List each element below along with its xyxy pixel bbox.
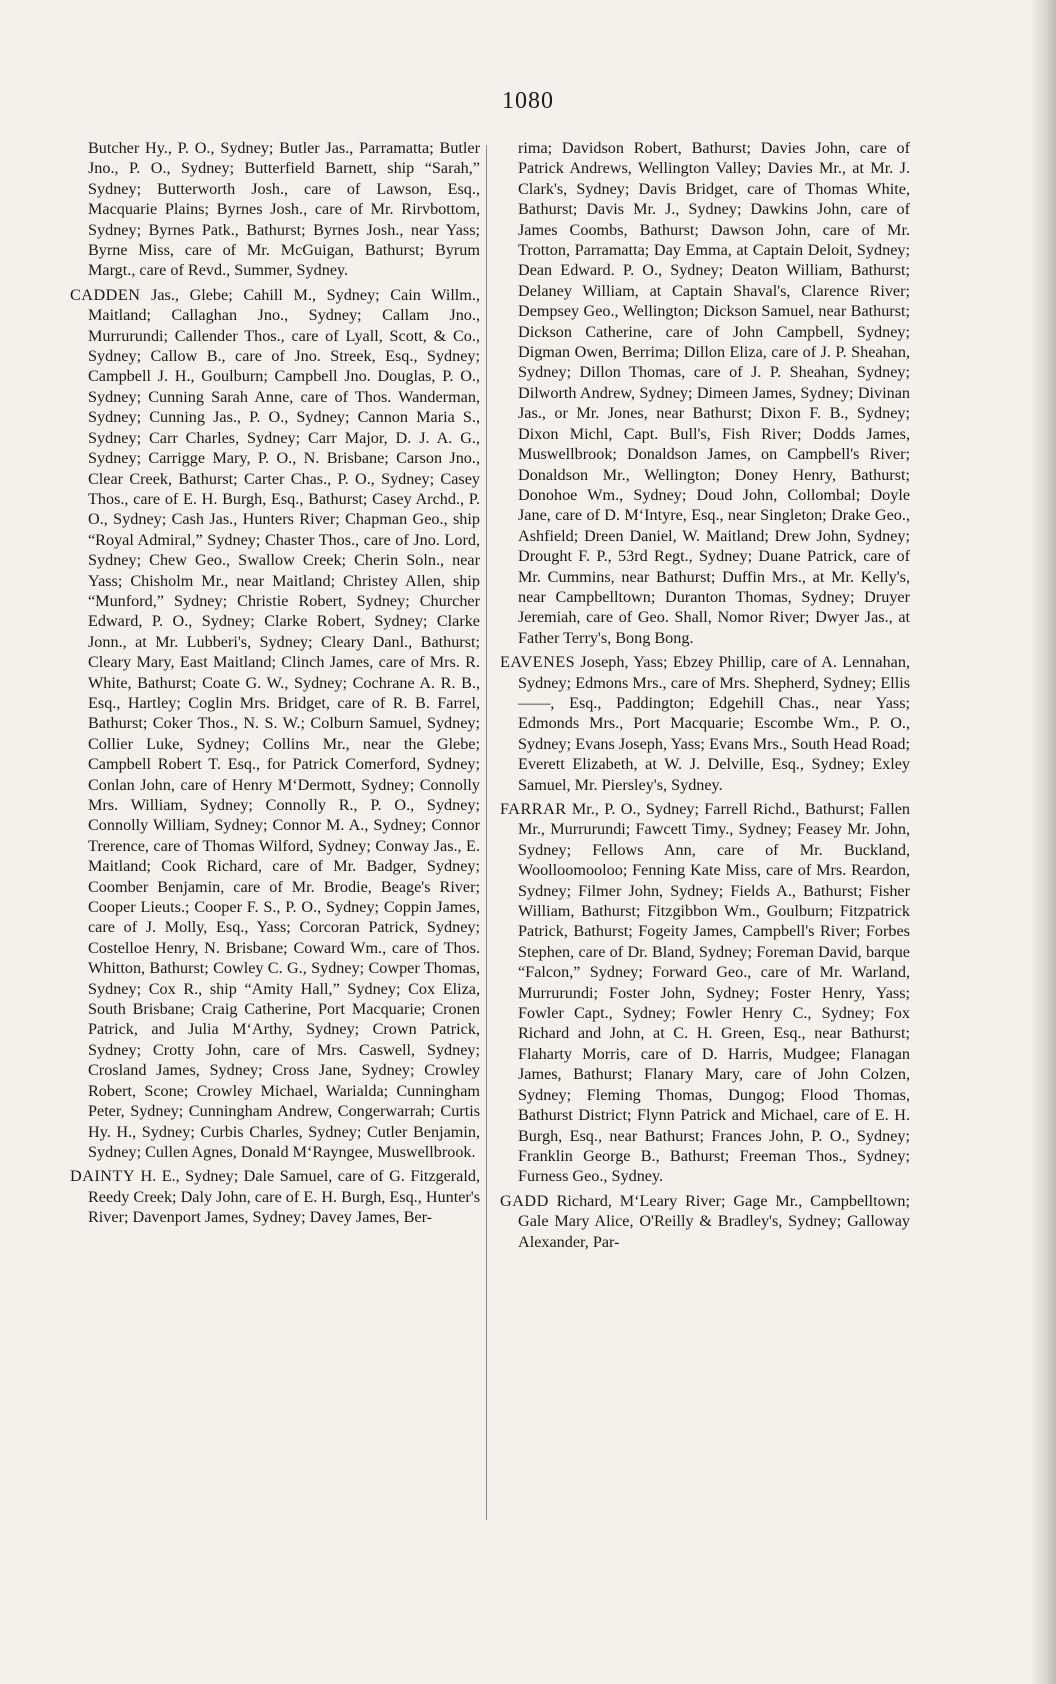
letter-heading: FARRAR bbox=[500, 800, 567, 818]
page-number: 1080 bbox=[502, 88, 554, 114]
left-column bbox=[70, 138, 480, 1232]
list-entry: EAVENES Joseph, Yass; Ebzey Phillip, care of A. Lennahan, Sydney; Edmons Mrs., care of Mrs. Shepherd, Sydney; Ellis ——, Esq., Paddington; Edgehill Chas., near Yass; Edmonds Mrs., Port Macquarie; Escombe Wm., P. O., Sydney; Evans Joseph, Yass; Evans Mrs., South Head Road; Everett Elizabeth, at W. J. Delville, Esq., Sydney; Exley Samuel, Mr. Piersley's, Sydney. bbox=[500, 653, 910, 794]
list-entry: GADD Richard, M‘Leary River; Gage Mr., Campbelltown; Gale Mary Alice, O'Reilly & Bradley's, Sydney; Galloway Alexander, Par- bbox=[500, 1191, 910, 1251]
right-column bbox=[500, 138, 910, 1256]
letter-heading: DAINTY bbox=[70, 1167, 136, 1186]
list-entry: rima; Davidson Robert, Bathurst; Davies John, care of Patrick Andrews, Wellington Valley; Davies Mr., at Mr. J. Clark's, Sydney; Davis Bridget, care of Thomas White, Bathurst; Davis Mr. J., Sydney; Dawkins John, care of James Coombs, Bathurst; Dawson John, care of Mr. Trotton, Parramatta; Day Emma, at Captain Deloit, Sydney; Dean Edward. P. O., Sydney; Deaton William, Bathurst; Delaney William, at Captain Shaval's, Clarence River; Dempsey Geo., Wellington; Dickson Samuel, near Bathurst; Dickson Catherine, care of John Campbell, Sydney; Digman Owen, Berrima; Dillon Eliza, care of J. P. Sheahan, Sydney; Dillon Thomas, care of J. P. Sheahan, Sydney; Dilworth Andrew, Sydney; Dimeen James, Sydney; Divinan Jas., or Mr. Jones, near Bathurst; Dixon F. B., Sydney; Dixon Michl, Capt. Bull's, Fish River; Dodds James, Muswellbrook; Donaldson James, on Campbell's River; Donaldson Mr., Wellington; Doney Henry, Bathurst; Donohoe Wm., Sydney; Doud John, Collombal; Doyle Jane, care of D. M‘Intyre, Esq., near Singleton; Drake Geo., Ashfield; Dreen Daniel, W. Maitland; Drew John, Sydney; Drought F. P., 53rd Regt., Sydney; Duane Patrick, care of Mr. Cummins, near Bathurst; Duffin Mrs., at Mr. Kelly's, near Campbelltown; Duranton Thomas, Sydney; Druyer Jeremiah, care of Geo. Shall, Nomor River; Dwyer Jas., at Father Terry's, Bong Bong. bbox=[518, 139, 910, 647]
list-entry: FARRAR Mr., P. O., Sydney; Farrell Richd., Bathurst; Fallen Mr., Murrurundi; Fawcett Timy., Sydney; Feasey Mr. John, Sydney; Fellows Ann, care of Mr. Buckland, Woolloomooloo; Fenning Kate Miss, care of Mrs. Reardon, Sydney; Filmer John, Sydney; Fields A., Bathurst; Fisher William, Bathurst; Fitzgibbon Wm., Goulburn; Fitzpatrick Patrick, Bathurst; Fogeity James, Campbell's River; Forbes Stephen, care of Dr. Bland, Sydney; Foreman David, barque “Falcon,” Sydney; Forward Geo., care of Mr. Warland, Murrurundi; Foster John, Sydney; Foster Henry, Yass; Fowler Capt., Sydney; Fowler Henry C., Sydney; Fox Richard and John, at C. H. Green, Esq., near Bathurst; Flaharty Morris, care of D. Harris, Mudgee; Flanagan James, Bathurst; Flanary Mary, care of John Colzen, Sydney; Fleming Thomas, Dungog; Flood Thomas, Bathurst District; Flynn Patrick and Michael, care of E. H. Burgh, Esq., near Bathurst; Frances John, P. O., Sydney; Franklin George B., Bathurst; Freeman Thos., Sydney; Furness Geo., Sydney. bbox=[500, 800, 910, 1186]
list-entry: Butcher Hy., P. O., Sydney; Butler Jas., Parramatta; Butler Jno., P. O., Sydney; Butterfield Barnett, ship “Sarah,” Sydney; Butterworth Josh., care of Lawson, Esq., Macquarie Plains; Byrnes Josh., care of Mr. Rirvbottom, Sydney; Byrnes Patk., Bathurst; Byrnes Josh., near Yass; Byrne Miss, care of Mr. McGuigan, Bathurst; Byrum Margt., care of Revd., Summer, Sydney. bbox=[88, 139, 480, 280]
page-edge-shadow bbox=[1030, 0, 1056, 1684]
letter-heading: EAVENES bbox=[500, 653, 576, 672]
letter-heading: GADD bbox=[500, 1191, 549, 1210]
column-divider bbox=[486, 145, 487, 1520]
list-entry: CADDEN Jas., Glebe; Cahill M., Sydney; Cain Willm., Maitland; Callaghan Jno., Sydney; Callam Jno., Murrurundi; Callender Thos., care of Lyall, Scott, & Co., Sydney; Callow B., care of Jno. Streek, Esq., Sydney; Campbell J. H., Goulburn; Campbell Jno. Douglas, P. O., Sydney; Cunning Sarah Anne, care of Thos. Wanderman, Sydney; Cunning Jas., P. O., Sydney; Cannon Maria S., Sydney; Carr Charles, Sydney; Carr Major, D. J. A. G., Sydney; Carrigge Mary, P. O., N. Brisbane; Carson Jno., Clear Creek, Bathurst; Carter Chas., P. O., Sydney; Casey Thos., care of E. H. Burgh, Esq., Bathurst; Casey Archd., P. O., Sydney; Cash Jas., Hunters River; Chapman Geo., ship “Royal Admiral,” Sydney; Chaster Thos., care of Jno. Lord, Sydney; Chew Geo., Swallow Creek; Cherin Soln., near Yass; Chisholm Mr., near Maitland; Christey Allen, ship “Munford,” Sydney; Christie Robert, Sydney; Churcher Edward, P. O., Sydney; Clarke Robert, Sydney; Clarke Jonn., at Mr. Lubberi's, Sydney; Cleary Danl., Bathurst; Cleary Mary, East Maitland; Clinch James, care of Mrs. R. White, Bathurst; Coate G. W., Sydney; Cochrane A. R. B., Esq., Hartley; Coglin Mrs. Bridget, care of R. B. Farrel, Bathurst; Coker Thos., N. S. W.; Colburn Samuel, Sydney; Collier Luke, Sydney; Collins Mr., near the Glebe; Campbell Robert T. Esq., for Patrick Comerford, Sydney; Conlan John, care of Henry M‘Dermott, Sydney; Connolly Mrs. William, Sydney; Connolly R., P. O., Sydney; Connolly William, Sydney; Connor M. A., Sydney; Connor Trerence, care of Thomas Wilford, Sydney; Conway Jas., E. Maitland; Cook Richard, care of Mr. Badger, Sydney; Coomber Benjamin, care of Mr. Brodie, Beage's River; Cooper Lieuts.; Cooper F. S., P. O., Sydney; Coppin James, care of J. Molly, Esq., Yass; Corcoran Patrick, Sydney; Costelloe Henry, N. Brisbane; Coward Wm., care of Thos. Whitton, Bathurst; Cowley C. G., Sydney; Cowper Thomas, Sydney; Cox R., ship “Amity Hall,” Sydney; Cox Eliza, South Brisbane; Craig Catherine, Port Macquarie; Cronen Patrick, and Julia M‘Arthy, Sydney; Crown Patrick, Sydney; Crotty John, care of Mrs. Caswell, Sydney; Crosland James, Sydney; Cross Jane, Sydney; Crowley Robert, Scone; Crowley Michael, Warialda; Cunningham Peter, Sydney; Cunningham Andrew, Congerwarrah; Curtis Hy. H., Sydney; Curbis Charles, Sydney; Cutler Benjamin, Sydney; Cullen Agnes, Donald M‘Rayngee, Muswellbrook. bbox=[70, 285, 480, 1161]
letter-heading: CADDEN bbox=[70, 285, 141, 304]
list-entry: DAINTY H. E., Sydney; Dale Samuel, care of G. Fitzgerald, Reedy Creek; Daly John, care of E. H. Burgh, Esq., Hunter's River; Davenport James, Sydney; Davey James, Ber- bbox=[70, 1167, 480, 1227]
